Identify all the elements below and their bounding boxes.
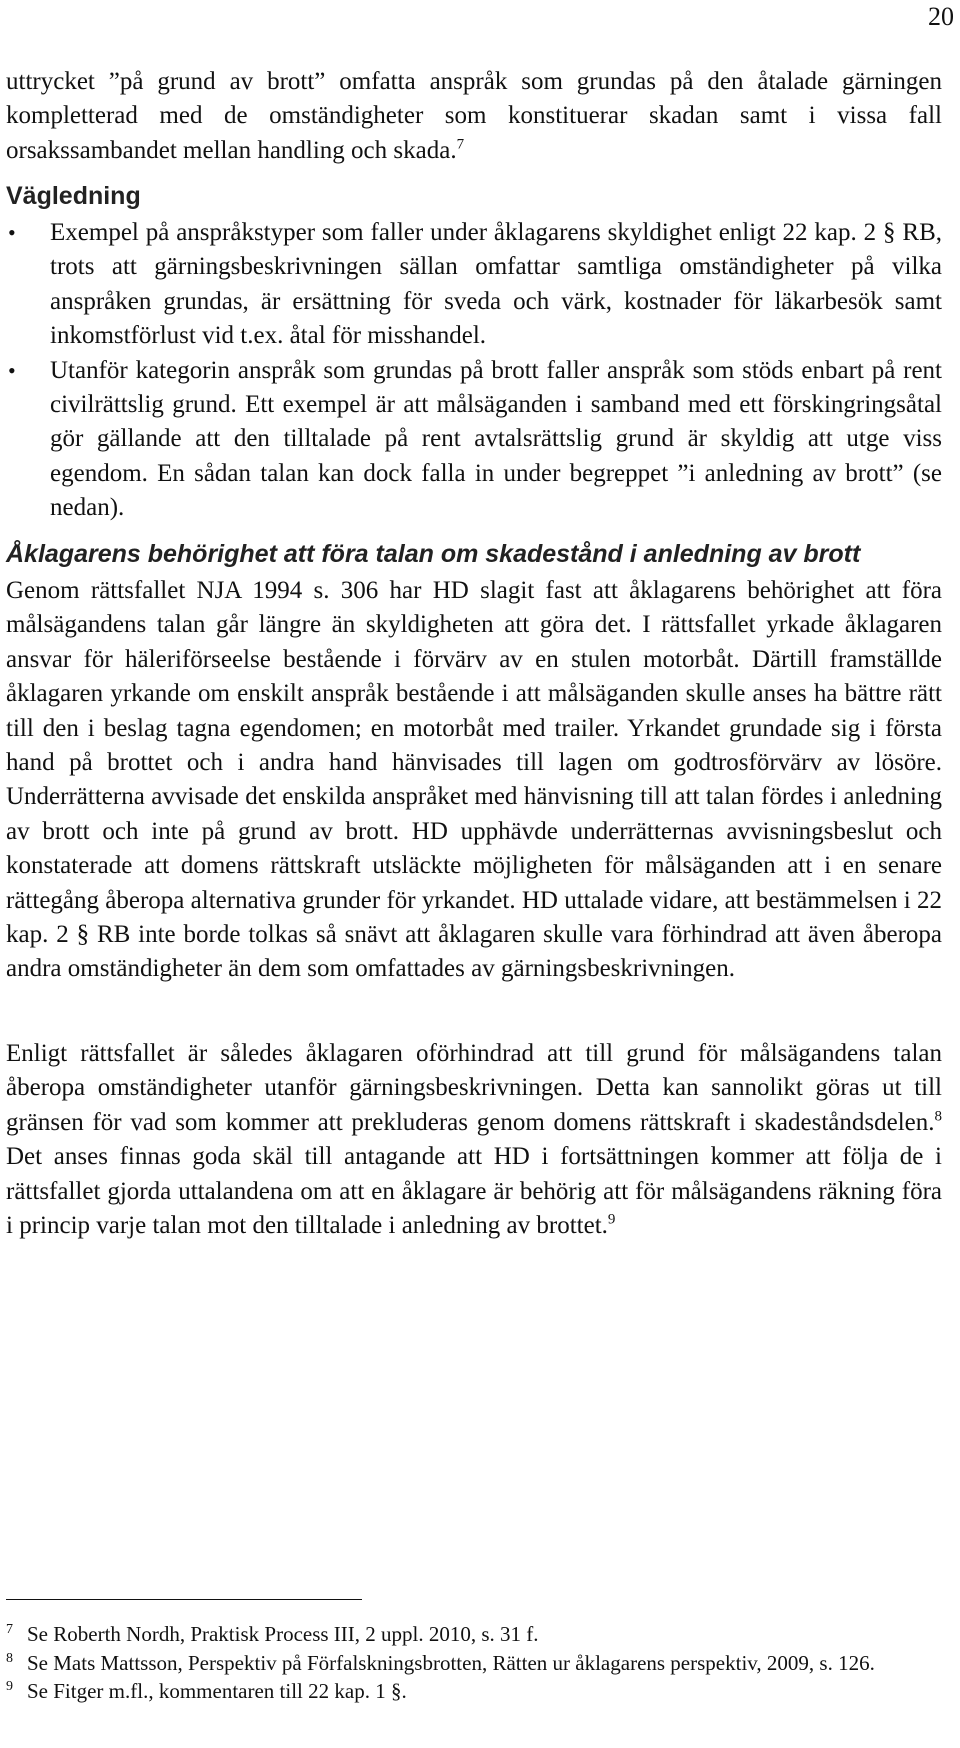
paragraph-conclusion: [6, 1037, 942, 1243]
page-number: 20: [928, 2, 954, 31]
bullet-text: Utanför kategorin anspråk som grundas på brott faller anspråk som stöds enbart på rent civilrättslig grund. Ett exempel är att målsäganden i samband med ett förskingringsåtal gör gällande att den tilltalade på rent avtalsrättslig grund är skyldig att utge viss egendom. En sådan talan kan dock falla in under begreppet ”i anledning av brott” (se nedan).: [50, 356, 942, 522]
paragraph-conclusion-text-a: Enligt rättsfallet är således åklagaren oförhindrad att till grund för målsägandens talan åberopa omständigheter utanför gärningsbeskrivningen. Detta kan sannolikt göras ut till gränsen för vad som kommer att prekluderas genom domens rättskraft i skadeståndsdelen.: [6, 1040, 942, 1136]
footnote-9: [6, 1679, 942, 1705]
footnote-ref-7[interactable]: 7: [456, 136, 465, 153]
paragraph-conclusion-text-b: Det anses finnas goda skäl till antagande att HD i fortsättningen kommer att följa de i rättsfallet gjorda uttalandena om att en åklagare är behörig att för målsägandens räkning föra i princip varje talan mot den tilltalade i anledning av brottet.: [6, 1143, 942, 1240]
paragraph-intro: [6, 65, 942, 168]
footnote-8: [6, 1651, 942, 1677]
paragraph-intro-text: uttrycket ”på grund av brott” omfatta anspråk som grundas på den åtalade gärningen kompletterad med de omständigheter som konstituerar skadan samt i vissa fall orsakssambandet mellan handling och skada.: [6, 68, 942, 164]
footnote-ref-8[interactable]: 8: [934, 1108, 942, 1125]
paragraph-nja-case: Genom rättsfallet NJA 1994 s. 306 har HD slagit fast att åklagarens behörighet att föra målsägandens talan går längre än skyldigheten att göra det. I rättsfallet yrkade åklagaren ansvar för häleriförseelse bestående i förvärv av en stulen motorbåt. Därtill framställde åklagaren yrkande om enskilt anspråk bestående i att målsäganden skulle anses ha bättre rätt till den i beslag tagna egendomen; en motorbåt med trailer. Yrkandet grundade sig i första hand på brottet och i andra hand hänvisades till lagen om godtrosförvärv av lösöre. Underrätterna avvisade det enskilda anspråket med hänvisning till att talan fördes i anledning av brott och inte på grund av brott. HD upphävde underrätternas avvisningsbeslut och konstaterade att domens rättskraft utsläckte möjligheten för målsäganden att i en senare rättegång åberopa alternativa grunder för yrkandet. HD uttalade vidare, att bestämmelsen i 22 kap. 2 § RB inte borde tolkas så snävt att åklagaren skulle vara förhindrad att även åberopa andra omständigheter än dem som omfattades av gärningsbeskrivningen.: [6, 577, 942, 983]
footnote-text: Se Fitger m.fl., kommentaren till 22 kap. 1 §.: [27, 1679, 407, 1704]
footnote-divider: [6, 1599, 362, 1600]
bullet-text: Exempel på anspråkstyper som faller under åklagarens skyldighet enligt 22 kap. 2 § RB, trots att gärningsbeskrivningen sällan omfattar samtliga omständigheter på vilka anspråken grundas, är ersättning för sveda och värk, kostnader för läkarbesök samt inkomstförlust vid t.ex. åtal för misshandel.: [50, 219, 942, 350]
bullet-icon: •: [8, 357, 16, 383]
footnote-text: Se Roberth Nordh, Praktisk Process III, 2 uppl. 2010, s. 31 f.: [27, 1622, 539, 1646]
bullet-icon: •: [8, 220, 16, 245]
footnote-7: [6, 1622, 942, 1648]
footnote-ref-9[interactable]: 9: [607, 1211, 616, 1228]
footnote-text: Se Mats Mattsson, Perspektiv på Förfalskningsbrotten, Rätten ur åklagarens perspektiv, 2009, s. 126.: [27, 1650, 875, 1675]
bullet-item: [6, 354, 942, 526]
footnote-number: 7: [6, 1622, 13, 1637]
footnote-number: 9: [6, 1679, 13, 1695]
footnotes: [6, 1622, 942, 1708]
bullet-item: [6, 216, 942, 354]
section-heading-vagledning: Vägledning: [6, 182, 141, 210]
section-heading-behorighet: Åklagarens behörighet att föra talan om skadestånd i anledning av brott: [6, 540, 861, 568]
guidance-bullet-list: [6, 216, 942, 526]
footnote-number: 8: [6, 1650, 13, 1666]
